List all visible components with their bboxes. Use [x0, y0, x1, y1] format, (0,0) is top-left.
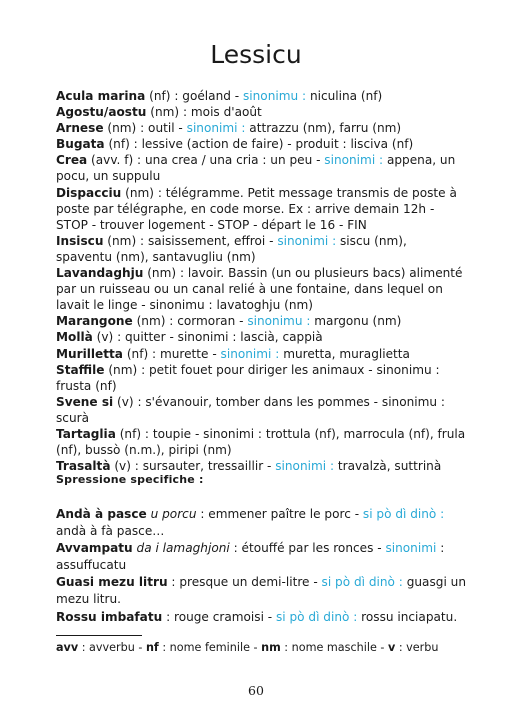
abbr-value: : verbu — [395, 641, 439, 654]
expression-term: Rossu imbafatu — [56, 609, 163, 624]
entry-definition: outil - — [148, 121, 187, 136]
entry-grammar: (nm) : — [121, 185, 166, 200]
lexicon-entry — [56, 152, 466, 184]
entry-definition: sursauter, tressaillir - — [142, 459, 276, 474]
expression-alternative: rossu inciapatu. — [361, 609, 458, 624]
lexicon-entry — [56, 120, 466, 136]
entry-term: Crea — [56, 153, 88, 168]
expression-entry — [56, 574, 466, 608]
abbr-value: : avverbu - — [78, 641, 146, 654]
entry-term: Murilletta — [56, 346, 123, 361]
expression-alternative: andà à fà pasce… — [56, 524, 165, 539]
synonym-label: sinonimi : — [186, 121, 250, 136]
entry-grammar: (nf) : — [115, 426, 153, 441]
entry-definition: saisissement, effroi - — [147, 233, 278, 248]
entry-synonyms: margonu (nm) — [314, 314, 402, 329]
entry-definition: télégramme. Petit message transmis de poste à poste par télégraphe, en code morse. Ex : arrive demain 12h - STOP - trouver logement - STOP - départ le 16 - FIN — [56, 185, 457, 232]
entry-grammar: (nf) : — [104, 137, 142, 152]
lexicon-list — [56, 88, 466, 474]
entry-definition: cormoran - — [177, 314, 248, 329]
abbr-key: nm — [261, 641, 281, 654]
entry-term: Mollà — [56, 330, 93, 345]
entry-definition: quitter - sinonimi : lascià, cappià — [125, 330, 323, 345]
entry-grammar: (nf) : — [145, 89, 183, 103]
page-title: Lessicu — [210, 40, 302, 69]
entry-synonyms: siscu (nm), spaventu (nm), santavugliu (nm) — [56, 233, 407, 264]
lexicon-entry — [56, 233, 466, 265]
synonym-label: sinonimi : — [324, 153, 387, 168]
entry-term: Staffile — [56, 362, 105, 377]
entry-definition: toupie - sinonimi : trottula (nf), marrocula (nf), frula (nf), bussò (n.m.), piripi (nm) — [56, 426, 466, 458]
page-number: 60 — [248, 683, 264, 698]
lexicon-entry — [56, 458, 466, 474]
entry-term: Acula marina — [56, 89, 146, 103]
abbr-key: avv — [56, 641, 79, 654]
lexicon-entry — [56, 136, 466, 152]
lexicon-entry — [56, 362, 466, 394]
abbr-key: nf — [145, 641, 159, 654]
entry-term: Svene si — [56, 394, 114, 409]
expression-term: Andà à pasce — [56, 507, 147, 521]
abbr-key: v — [387, 641, 396, 654]
expression-label: sinonimi — [385, 541, 437, 556]
entry-grammar: (nm) : — [103, 121, 149, 136]
entry-definition: goéland - — [182, 89, 243, 103]
abbreviation-legend — [56, 641, 438, 654]
entry-term: Agostu/aostu — [56, 105, 147, 120]
expression-entry — [56, 540, 466, 574]
entry-term: Insiscu — [56, 233, 104, 248]
entry-definition: s'évanouir, tomber dans les pommes - sinonimu : scurà — [56, 394, 446, 425]
entry-definition: una crea / una cria : un peu - — [144, 153, 325, 168]
expression-definition: : presque un demi-litre - — [167, 575, 322, 590]
lexicon-entry — [56, 426, 466, 458]
entry-definition: lavoir. Bassin (un ou plusieurs bacs) alimenté par un ruisseau ou un canal relié à une fontaine, dans lequel on lavait le linge - sinonimu : lavatoghju (nm) — [56, 266, 463, 313]
expression-label: si pò dì dinò : — [362, 507, 445, 521]
expression-term: Avvampatu — [56, 541, 133, 556]
entry-synonyms: muretta, muraglietta — [283, 346, 410, 361]
expressions-list — [56, 506, 466, 626]
synonym-label: sinonimu : — [247, 314, 315, 329]
entry-definition: murette - — [159, 346, 221, 361]
entry-definition: petit fouet pour diriger les animaux - sinonimu : frusta (nf) — [56, 362, 440, 393]
footnote-divider — [56, 635, 142, 636]
lexicon-entry — [56, 104, 466, 120]
entry-definition: mois d'août — [190, 105, 262, 120]
entry-synonyms: niculina (nf) — [309, 89, 383, 103]
expression-entry — [56, 609, 466, 626]
synonym-label: sinonimi : — [220, 346, 284, 361]
entry-grammar: (nm) : — [104, 362, 149, 377]
expression-term: Guasi mezu litru — [56, 575, 168, 590]
synonym-label: sinonimi : — [277, 233, 340, 248]
entry-term: Dispacciu — [56, 185, 122, 200]
lexicon-entry — [56, 329, 466, 345]
entry-term: Tartaglia — [56, 426, 116, 441]
expression-entry — [56, 506, 466, 540]
expression-definition: : emmener paître le porc - — [196, 507, 363, 521]
abbr-value: : nome feminile - — [158, 641, 262, 654]
lexicon-entry — [56, 394, 466, 426]
lexicon-entry — [56, 88, 466, 104]
expression-label: si pò dì dinò : — [276, 609, 362, 624]
entry-term: Trasaltà — [56, 459, 111, 474]
entry-grammar: (nf) : — [122, 346, 160, 361]
entry-definition: lessive (action de faire) - produit : lisciva (nf) — [141, 137, 414, 152]
entry-term: Lavandaghju — [56, 266, 144, 281]
synonym-label: sinonimu : — [242, 89, 310, 103]
entry-grammar: (v) : — [110, 459, 143, 474]
section-heading: Spressione specifiche : — [56, 473, 204, 486]
entry-grammar: (v) : — [113, 394, 146, 409]
entry-term: Arnese — [56, 121, 104, 136]
expression-subterm: da i lamaghjoni — [132, 541, 230, 556]
entry-synonyms: travalzà, suttrinà — [337, 459, 442, 474]
lexicon-entry — [56, 265, 466, 313]
entry-grammar: (avv. f) : — [87, 153, 145, 168]
entry-grammar: (nm) : — [143, 266, 188, 281]
expression-label: si pò dì dinò : — [321, 575, 407, 590]
lexicon-entry — [56, 313, 466, 329]
entry-grammar: (nm) : — [103, 233, 148, 248]
entry-grammar: (nm) : — [132, 314, 178, 329]
lexicon-entry — [56, 185, 466, 233]
expression-alternative: guasgi un mezu litru. — [56, 575, 466, 607]
entry-grammar: (v) : — [92, 330, 125, 345]
entry-term: Bugata — [56, 137, 105, 152]
entry-synonyms: attrazzu (nm), farru (nm) — [249, 121, 402, 136]
expression-alternative: : assuffucatu — [56, 541, 445, 573]
entry-term: Marangone — [56, 314, 133, 329]
abbr-value: : nome maschile - — [280, 641, 388, 654]
entry-synonyms: appena, un pocu, un suppulu — [56, 153, 456, 184]
expression-definition: : étouffé par les ronces - — [229, 541, 386, 556]
expression-definition: : rouge cramoisi - — [162, 609, 276, 624]
entry-grammar: (nm) : — [146, 105, 191, 120]
synonym-label: sinonimi : — [275, 459, 338, 474]
lexicon-entry — [56, 346, 466, 362]
expression-subterm: u porcu — [146, 507, 197, 521]
